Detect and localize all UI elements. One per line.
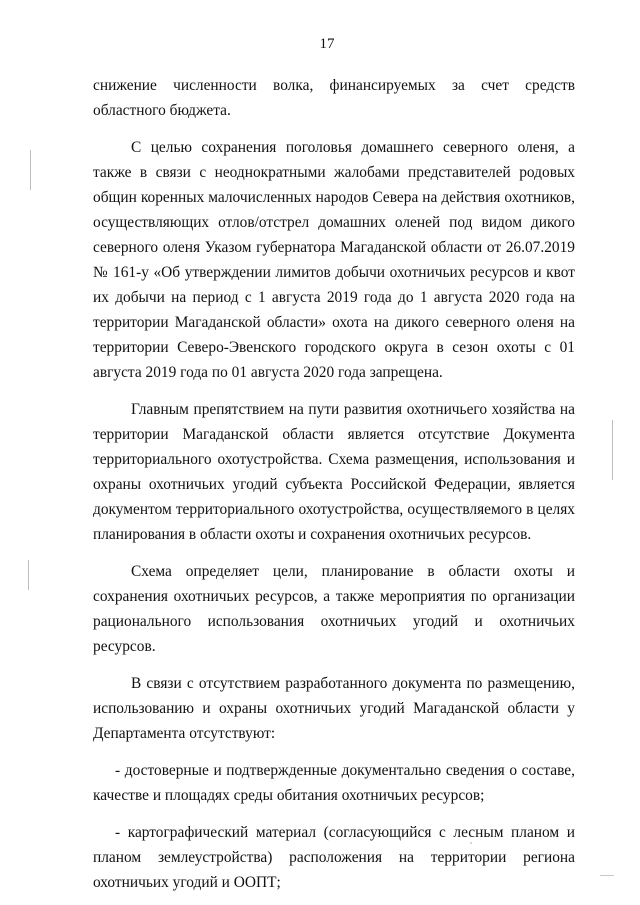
list-item-cartographic-material: - картографический материал (согласующийся с лесным планом и планом землеустройства) расположения на территории региона охотничьих угодий и ООПТ;: [93, 824, 575, 891]
paragraph-wolf-continuation: снижение численности волка, финансируемых за счет средств областного бюджета.: [93, 77, 575, 119]
scan-speck: [600, 875, 614, 876]
scan-edge-line-left: [30, 150, 31, 190]
scan-edge-line-right: [612, 420, 613, 480]
document-body: [93, 73, 575, 895]
paragraph-department-lacks: В связи с отсутствием разработанного документа по размещению, использованию и охраны охотничьих угодий Магаданской области у Департамента отсутствуют:: [93, 675, 575, 742]
list-item-habitat-data: - достоверные и подтвержденные документально сведения о составе, качестве и площадях среды обитания охотничьих ресурсов;: [93, 762, 575, 804]
paragraph-reindeer-protection: С целью сохранения поголовья домашнего северного оленя, а также в связи с неоднократными жалобами представителей родовых общин коренных малочисленных народов Севера на действия охотников, осуществляющих отлов/отстрел домашних оленей под видом дикого северного оленя Указом губернатора Магаданской области от 26.07.2019 № 161-у «Об утверждении лимитов добычи охотничьих ресурсов и квот их добычи на период с 1 августа 2019 года до 1 августа 2020 года на территории Магаданской области» охота на дикого северного оленя на территории Северо-Эвенского городского округа в сезон охоты с 01 августа 2019 года по 01 августа 2020 года запрещена.: [93, 139, 575, 381]
scan-edge-line-left-lower: [28, 560, 29, 590]
scan-speck: [470, 842, 472, 844]
paragraph-scheme-goals: Схема определяет цели, планирование в области охоты и сохранения охотничьих ресурсов, а также мероприятия по организации рационального использования охотничьих угодий и охотничьих ресурсов.: [93, 563, 575, 655]
page-number: 17: [319, 36, 335, 52]
paragraph-main-obstacle: Главным препятствием на пути развития охотничьего хозяйства на территории Магаданской области является отсутствие Документа территориального охотустройства. Схема размещения, использования и охраны охотничьих угодий субъекта Российской Федерации, является документом территориального охотустройства, осуществляемого в целях планирования в области охоты и сохранения охотничьих ресурсов.: [93, 401, 575, 543]
